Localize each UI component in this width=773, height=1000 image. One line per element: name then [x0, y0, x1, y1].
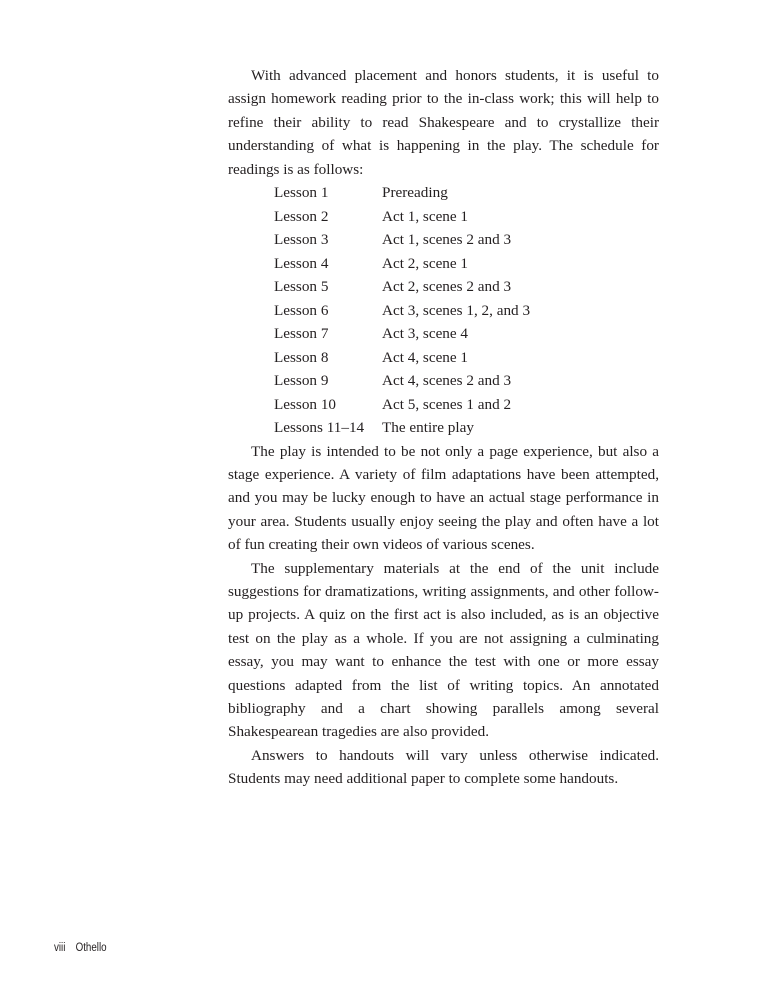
schedule-row: [228, 346, 659, 370]
reading-assignment: Act 2, scene 1: [382, 254, 469, 272]
reading-assignment: Act 5, scenes 1 and 2: [382, 395, 512, 413]
reading-schedule: [228, 181, 659, 440]
reading-assignment: Act 3, scenes 1, 2, and 3: [382, 301, 531, 319]
reading-assignment: Act 4, scenes 2 and 3: [382, 372, 512, 390]
book-title: Othello: [75, 942, 107, 954]
stage-experience-paragraph: The play is intended to be not only a page experience, but also a stage experience. A variety of film adaptations have been attempted, and you may be lucky enough to have an actual stage performance in your area. Students usually enjoy seeing the play and often have a lot of fun creating their own videos of various scenes.: [228, 442, 659, 554]
reading-assignment: Act 1, scene 1: [382, 207, 469, 225]
lesson-label: Lesson 3: [274, 231, 329, 249]
lesson-label: Lesson 8: [274, 348, 329, 366]
schedule-row: [228, 393, 659, 417]
supplementary-materials-paragraph: The supplementary materials at the end of the unit include suggestions for dramatizations, writing assignments, and other follow-up projects. A quiz on the first act is also included, as is an objective test on the play as a whole. If you are not assigning a culminating essay, you may want to enhance the test with one or more essay questions adapted from the list of writing topics. An annotated bibliography and a chart showing parallels among several Shakespearean tragedies are also provided.: [228, 559, 659, 741]
reading-assignment: Act 3, scene 4: [382, 325, 469, 343]
page-number: viii: [54, 942, 66, 954]
lesson-label: Lesson 7: [274, 325, 329, 343]
intro-paragraph: With advanced placement and honors students, it is useful to assign homework reading prior to the in-class work; this will help to refine their ability to read Shakespeare and to crystallize their understanding of what is happening in the play. The schedule for readings is as follows:: [228, 67, 659, 178]
schedule-row: [228, 205, 659, 229]
schedule-row: [228, 181, 659, 205]
lesson-label: Lesson 6: [274, 301, 329, 319]
lesson-label: Lesson 10: [274, 395, 337, 413]
schedule-row: [228, 299, 659, 323]
lesson-label: Lesson 9: [274, 372, 329, 390]
reading-assignment: Act 2, scenes 2 and 3: [382, 278, 512, 296]
lesson-label: Lesson 2: [274, 207, 329, 225]
schedule-row: [228, 252, 659, 276]
schedule-row: [228, 322, 659, 346]
schedule-row: [228, 416, 659, 440]
schedule-row: [228, 228, 659, 252]
body-text: [228, 64, 659, 791]
handouts-paragraph: Answers to handouts will vary unless otherwise indicated. Students may need additional paper to complete some handouts.: [228, 746, 659, 788]
reading-assignment: Act 1, scenes 2 and 3: [382, 231, 512, 249]
lesson-label: Lesson 1: [274, 184, 329, 202]
lesson-label: Lesson 5: [274, 278, 329, 296]
page-footer: [54, 942, 107, 954]
reading-assignment: The entire play: [382, 419, 474, 437]
reading-assignment: Act 4, scene 1: [382, 348, 469, 366]
reading-assignment: Prereading: [382, 184, 448, 202]
lesson-label: Lesson 4: [274, 254, 329, 272]
schedule-row: [228, 275, 659, 299]
lesson-label: Lessons 11–14: [274, 419, 365, 437]
schedule-row: [228, 369, 659, 393]
